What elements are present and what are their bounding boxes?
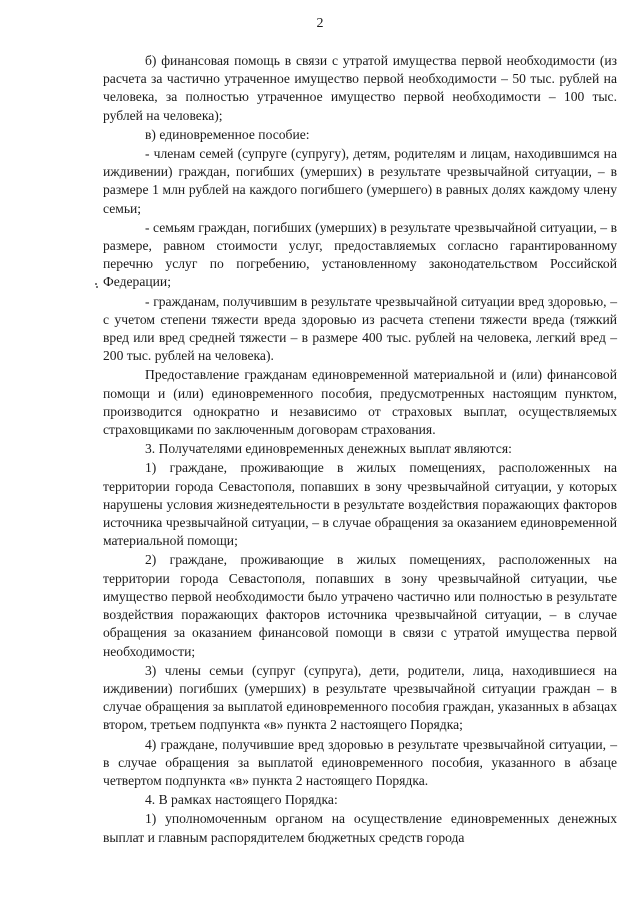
paragraph-health-harm: - гражданам, получившим в результате чрезвычайной ситуации вред здоровью, – с учетом степени тяжести вреда здоровью из расчета степени тяжести вреда (тяжкий вред или вред средней тяжести – в размере 400 тыс. рублей на человека, легкий вред – 200 тыс. рублей на человека). bbox=[103, 293, 617, 364]
paragraph-recipient-4: 4) граждане, получившие вред здоровью в результате чрезвычайной ситуации, – в случае обращения за выплатой единовременного пособия, указанного в абзаце четвертом подпункта «в» пункта 2 настоящего Порядка. bbox=[103, 736, 617, 788]
paragraph-one-time-provision: Предоставление гражданам единовременной материальной и (или) финансовой помощи и (или) единовременного пособия, предусмотренных настоящим пунктом, производится однократно и независимо от страховых выплат, осуществляемых страховщиками по заключенным договорам страхования. bbox=[103, 367, 617, 438]
scan-speck bbox=[96, 286, 98, 288]
paragraph-recipient-2: 2) граждане, проживающие в жилых помещениях, расположенных на территории города Севастополя, попавших в зону чрезвычайной ситуации, чье имущество первой необходимости было утрачено частично или полностью в результате воздействия поражающих факторов источника чрезвычайной ситуации, – в случае обращения за оказанием финансовой помощи в связи с утратой имущества первой необходимости; bbox=[103, 552, 617, 659]
document-body bbox=[103, 52, 617, 848]
paragraph-lump-sum-heading: в) единовременное пособие: bbox=[145, 126, 310, 142]
paragraph-authorized-body: 1) уполномоченным органом на осуществление единовременных денежных выплат и главным распорядителем бюджетных средств города bbox=[103, 811, 617, 845]
paragraph-recipient-3: 3) члены семьи (супруг (супруга), дети, родители, лица, находившиеся на иждивении) погибших (умерших) в результате чрезвычайной ситуации граждан – в случае обращения за выплатой единовременного пособия граждан, указанных в абзацах втором, третьем подпункта «в» пункта 2 настоящего Порядка; bbox=[103, 662, 617, 733]
paragraph-section-3-heading: 3. Получателями единовременных денежных выплат являются: bbox=[145, 441, 512, 457]
paragraph-recipient-1: 1) граждане, проживающие в жилых помещениях, расположенных на территории города Севастополя, попавших в зону чрезвычайной ситуации, у которых нарушены условия жизнедеятельности в результате воздействия поражающих факторов источника чрезвычайной ситуации, – в случае обращения за оказанием единовременной материальной помощи; bbox=[103, 460, 617, 549]
paragraph-family-members: - членам семей (супруге (супругу), детям, родителям и лицам, находившимся на иждивении) граждан, погибших (умерших) в результате чрезвычайной ситуации, – в размере 1 млн рублей на каждого погибшего (умершего) в равных долях каждому члену семьи; bbox=[103, 146, 617, 216]
page-number: 2 bbox=[316, 16, 324, 31]
paragraph-financial-aid: б) финансовая помощь в связи с утратой имущества первой необходимости (из расчета за частично утраченное имущество первой необходимости – 50 тыс. рублей на человека, за полностью утраченное имущество первой необходимости – 100 тыс. рублей на человека); bbox=[103, 53, 617, 123]
paragraph-section-4-heading: 4. В рамках настоящего Порядка: bbox=[145, 792, 338, 808]
scan-speck bbox=[95, 283, 97, 285]
paragraph-funeral-services: - семьям граждан, погибших (умерших) в результате чрезвычайной ситуации, – в размере, равном стоимости услуг, предоставляемых согласно гарантированному перечню услуг по погребению, установленному законодательством Российской Федерации; bbox=[103, 219, 617, 290]
